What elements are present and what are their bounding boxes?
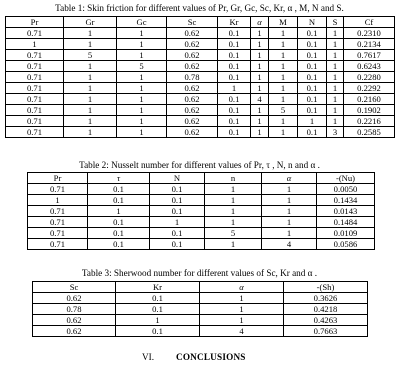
- table-cell: 1: [6, 39, 64, 50]
- table-cell: 0.1484: [317, 217, 375, 228]
- table-cell: 1: [269, 28, 298, 39]
- table2-caption: Table 2: Nusselt number for different values of Pr, τ , N, n and α .: [79, 160, 320, 170]
- table-cell: 0.71: [6, 94, 64, 105]
- column-header: α: [200, 282, 284, 293]
- table-cell: 4: [200, 326, 284, 337]
- table-row: [28, 228, 375, 239]
- table-row: [6, 105, 395, 116]
- table-cell: 1: [117, 105, 167, 116]
- table-cell: 1: [269, 127, 298, 138]
- table-cell: 1: [116, 315, 200, 326]
- table-row: [28, 206, 375, 217]
- table-cell: 1: [327, 116, 344, 127]
- table-cell: 0.78: [33, 304, 116, 315]
- table-cell: 1: [64, 83, 117, 94]
- table-cell: 0.62: [167, 39, 218, 50]
- column-header: Pr: [28, 173, 88, 184]
- table-row: [33, 304, 368, 315]
- skin-friction-table-body: [6, 17, 395, 138]
- table-cell: 1: [251, 83, 269, 94]
- column-header: -(Nu): [317, 173, 375, 184]
- column-header: Kr: [116, 282, 200, 293]
- table-cell: 1: [200, 293, 284, 304]
- table-cell: 5: [269, 105, 298, 116]
- table-cell: 0.71: [28, 184, 88, 195]
- table-cell: 0.62: [167, 50, 218, 61]
- section-title: CONCLUSIONS: [176, 352, 246, 362]
- table-cell: 1: [327, 61, 344, 72]
- table-cell: 3: [327, 127, 344, 138]
- table-cell: 0.71: [28, 228, 88, 239]
- table-row: [6, 72, 395, 83]
- table-cell: 0.2292: [344, 83, 395, 94]
- table-cell: 1: [64, 39, 117, 50]
- table1-caption: Table 1: Skin friction for different values of Pr, Gr, Gc, Sc, Kr, α , M, N and S.: [55, 3, 344, 13]
- table-cell: 0.1: [218, 28, 251, 39]
- table-cell: 1: [117, 28, 167, 39]
- table-cell: 0.0109: [317, 228, 375, 239]
- table-cell: 0.1: [218, 105, 251, 116]
- table-cell: 0.1: [218, 116, 251, 127]
- table-header-row: [6, 17, 395, 28]
- table-cell: 1: [251, 61, 269, 72]
- table-cell: 0.2216: [344, 116, 395, 127]
- table-cell: 1: [251, 50, 269, 61]
- table-cell: 1: [269, 116, 298, 127]
- table-cell: 0.71: [6, 28, 64, 39]
- table-cell: 1: [327, 105, 344, 116]
- table-cell: 0.1: [150, 228, 205, 239]
- table-cell: 1: [251, 28, 269, 39]
- table-cell: 0.0586: [317, 239, 375, 250]
- table-cell: 1: [64, 116, 117, 127]
- table-cell: 1: [327, 28, 344, 39]
- table-cell: 1: [64, 28, 117, 39]
- table-cell: 1: [64, 61, 117, 72]
- table-cell: 1: [117, 127, 167, 138]
- table-cell: 1: [200, 315, 284, 326]
- table-cell: 1: [262, 217, 317, 228]
- table-cell: 0.62: [167, 61, 218, 72]
- table-cell: 1: [269, 39, 298, 50]
- column-header: Cf: [344, 17, 395, 28]
- table-cell: 0.2280: [344, 72, 395, 83]
- table-cell: 1: [262, 206, 317, 217]
- table-cell: 1: [117, 72, 167, 83]
- table-cell: 0.2585: [344, 127, 395, 138]
- table-cell: 0.4218: [284, 304, 368, 315]
- table-cell: 0.1: [298, 61, 327, 72]
- table-cell: 0.62: [33, 293, 116, 304]
- table-row: [33, 326, 368, 337]
- table-cell: 1: [327, 94, 344, 105]
- table-cell: 0.1: [298, 127, 327, 138]
- table-cell: 0.0050: [317, 184, 375, 195]
- table-cell: 4: [262, 239, 317, 250]
- table-cell: 1: [262, 184, 317, 195]
- table-cell: 1: [205, 195, 262, 206]
- table-cell: 1: [251, 39, 269, 50]
- sherwood-number-table: [32, 281, 368, 337]
- column-header: M: [269, 17, 298, 28]
- table-cell: 0.2160: [344, 94, 395, 105]
- table-cell: 1: [327, 72, 344, 83]
- table-cell: 0.1: [218, 50, 251, 61]
- column-header: Sc: [33, 282, 116, 293]
- table-cell: 1: [205, 206, 262, 217]
- table-cell: 0.1: [298, 83, 327, 94]
- column-header: τ: [88, 173, 150, 184]
- table-cell: 0.71: [6, 116, 64, 127]
- table-cell: 0.71: [28, 217, 88, 228]
- table-cell: 1: [117, 83, 167, 94]
- column-header: N: [150, 173, 205, 184]
- table-cell: 1: [298, 116, 327, 127]
- table-cell: 0.71: [6, 83, 64, 94]
- table-row: [6, 94, 395, 105]
- column-header: S: [327, 17, 344, 28]
- table-cell: 0.1: [298, 50, 327, 61]
- table-cell: 1: [205, 239, 262, 250]
- nusselt-number-table-body: [28, 173, 375, 250]
- column-header: Kr: [218, 17, 251, 28]
- table-cell: 0.1: [298, 28, 327, 39]
- skin-friction-table: [5, 16, 395, 138]
- table-cell: 0.71: [6, 127, 64, 138]
- table-cell: 1: [269, 50, 298, 61]
- table-cell: 1: [88, 206, 150, 217]
- sherwood-number-table-body: [33, 282, 368, 337]
- table-cell: 0.4263: [284, 315, 368, 326]
- table-cell: 5: [205, 228, 262, 239]
- table-cell: 0.71: [28, 239, 88, 250]
- table-cell: 5: [117, 61, 167, 72]
- table-row: [6, 39, 395, 50]
- table-row: [33, 293, 368, 304]
- table-row: [6, 116, 395, 127]
- table-cell: 0.1: [298, 72, 327, 83]
- table-cell: 0.2134: [344, 39, 395, 50]
- table-cell: 0.62: [167, 83, 218, 94]
- table-cell: 0.1: [150, 184, 205, 195]
- table-cell: 1: [262, 195, 317, 206]
- table3-caption: Table 3: Sherwood number for different values of Sc, Kr and α .: [81, 268, 318, 278]
- table-cell: 0.71: [6, 105, 64, 116]
- nusselt-number-table: [27, 172, 375, 250]
- table-row: [6, 83, 395, 94]
- table-row: [6, 61, 395, 72]
- table-cell: 0.2310: [344, 28, 395, 39]
- table-cell: 1: [117, 39, 167, 50]
- table-cell: 1: [205, 184, 262, 195]
- table-cell: 0.7617: [344, 50, 395, 61]
- table-cell: 0.1: [88, 228, 150, 239]
- table-cell: 0.1: [150, 239, 205, 250]
- table-row: [28, 239, 375, 250]
- table-cell: 1: [218, 83, 251, 94]
- table-cell: 1: [327, 39, 344, 50]
- table-cell: 0.1: [218, 72, 251, 83]
- table-cell: 1: [251, 72, 269, 83]
- table-cell: 0.1: [298, 105, 327, 116]
- table-cell: 0.78: [167, 72, 218, 83]
- table-cell: 0.0143: [317, 206, 375, 217]
- column-header: n: [205, 173, 262, 184]
- table-row: [6, 127, 395, 138]
- table-cell: 0.1: [150, 206, 205, 217]
- table-cell: 0.1: [116, 293, 200, 304]
- table-row: [6, 28, 395, 39]
- table-row: [28, 184, 375, 195]
- table-row: [28, 195, 375, 206]
- table-cell: 0.6243: [344, 61, 395, 72]
- table-cell: 0.1: [218, 61, 251, 72]
- table-cell: 1: [269, 72, 298, 83]
- table-cell: 1: [117, 116, 167, 127]
- table-cell: 5: [64, 50, 117, 61]
- table-cell: 0.62: [167, 105, 218, 116]
- column-header: Pr: [6, 17, 64, 28]
- column-header: N: [298, 17, 327, 28]
- table-cell: 1: [251, 105, 269, 116]
- table-cell: 0.1: [218, 127, 251, 138]
- table-header-row: [28, 173, 375, 184]
- table-cell: 1: [327, 50, 344, 61]
- table-cell: 1: [64, 72, 117, 83]
- table-cell: 0.1: [116, 304, 200, 315]
- table-cell: 0.1: [88, 184, 150, 195]
- column-header: α: [262, 173, 317, 184]
- table-cell: 0.1902: [344, 105, 395, 116]
- table-cell: 1: [251, 127, 269, 138]
- table-cell: 1: [117, 94, 167, 105]
- table-cell: 4: [251, 94, 269, 105]
- table-cell: 0.71: [6, 72, 64, 83]
- table-cell: 1: [150, 217, 205, 228]
- table-cell: 0.62: [167, 94, 218, 105]
- table-cell: 0.62: [167, 127, 218, 138]
- table-cell: 0.1: [150, 195, 205, 206]
- table-cell: 0.1: [88, 195, 150, 206]
- column-header: Sc: [167, 17, 218, 28]
- table-cell: 0.1: [88, 239, 150, 250]
- table-cell: 0.1: [218, 94, 251, 105]
- table-cell: 1: [251, 116, 269, 127]
- table-header-row: [33, 282, 368, 293]
- section-number: VI.: [142, 352, 154, 362]
- table-cell: 1: [262, 228, 317, 239]
- table-cell: 1: [64, 94, 117, 105]
- table-cell: 1: [205, 217, 262, 228]
- table-cell: 1: [269, 94, 298, 105]
- column-header: Gc: [117, 17, 167, 28]
- table-cell: 0.71: [28, 206, 88, 217]
- table-cell: 0.71: [6, 50, 64, 61]
- table-cell: 1: [64, 105, 117, 116]
- table-cell: 0.1: [88, 217, 150, 228]
- table-cell: 0.62: [167, 28, 218, 39]
- column-header: α: [251, 17, 269, 28]
- table-row: [6, 50, 395, 61]
- table-cell: 0.3626: [284, 293, 368, 304]
- table-cell: 1: [200, 304, 284, 315]
- table-cell: 1: [269, 61, 298, 72]
- table-row: [28, 217, 375, 228]
- table-cell: 0.1434: [317, 195, 375, 206]
- table-row: [33, 315, 368, 326]
- table-cell: 1: [64, 127, 117, 138]
- table-cell: 0.1: [218, 39, 251, 50]
- table-cell: 0.7663: [284, 326, 368, 337]
- table-cell: 0.1: [116, 326, 200, 337]
- table-cell: 1: [269, 83, 298, 94]
- table-cell: 1: [327, 83, 344, 94]
- table-cell: 0.1: [298, 94, 327, 105]
- table-cell: 0.71: [6, 61, 64, 72]
- table-cell: 0.62: [33, 326, 116, 337]
- column-header: -(Sh): [284, 282, 368, 293]
- table-cell: 1: [117, 50, 167, 61]
- table-cell: 0.62: [33, 315, 116, 326]
- table-cell: 0.62: [167, 116, 218, 127]
- table-cell: 0.1: [298, 39, 327, 50]
- column-header: Gr: [64, 17, 117, 28]
- table-cell: 1: [28, 195, 88, 206]
